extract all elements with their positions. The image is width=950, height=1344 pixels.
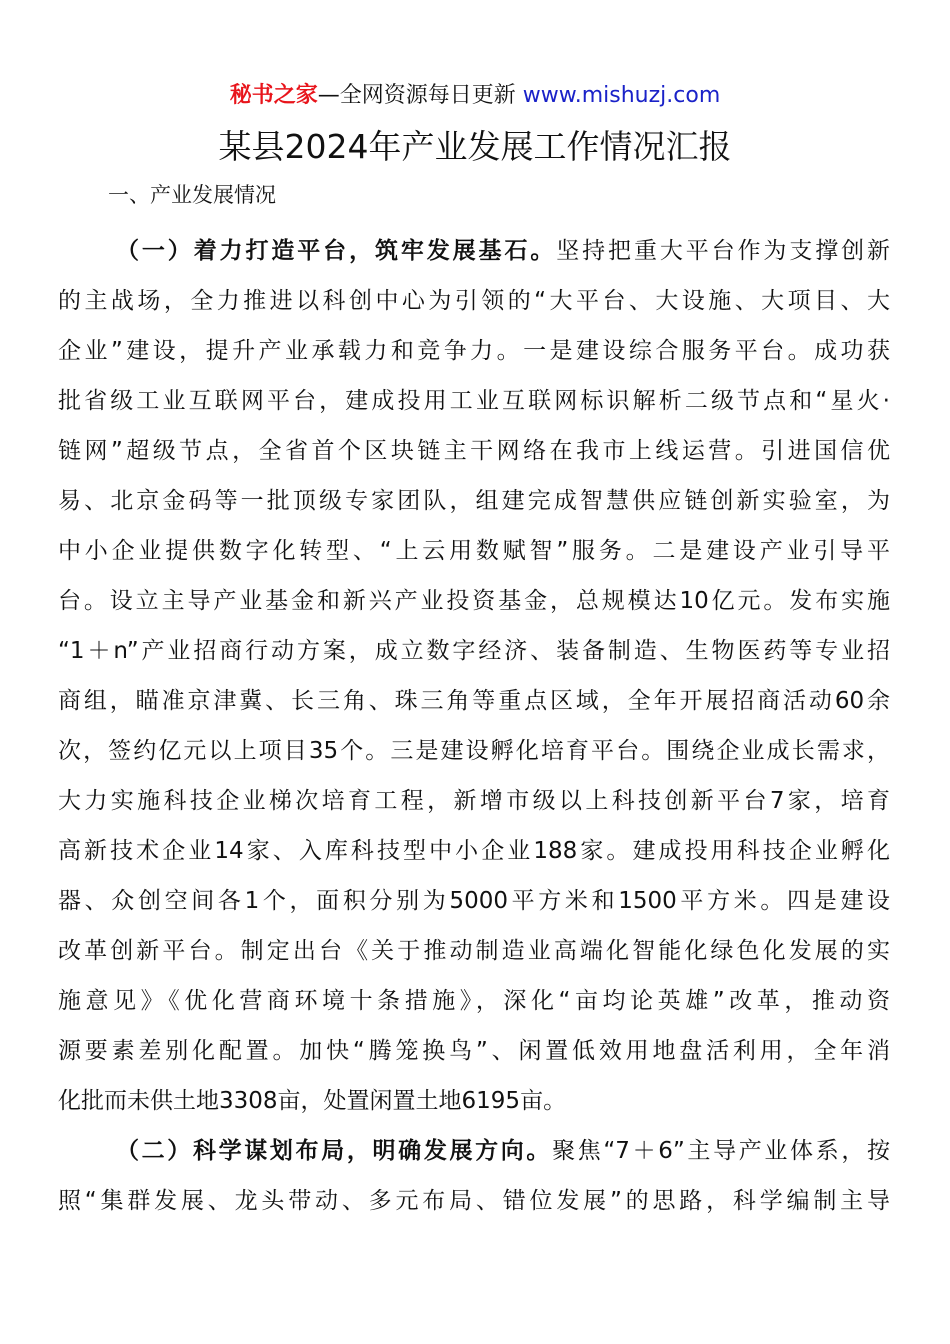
site-url-link[interactable]: www.mishuzj.com xyxy=(522,83,721,108)
paragraph-line: 高新技术企业14家、入库科技型中小企业188家。建成投用科技企业孵化 xyxy=(58,838,890,864)
paragraph-line: 批省级工业互联网平台，建成投用工业互联网标识解析二级节点和“星火· xyxy=(58,388,890,414)
paragraph-line: 易、北京金码等一批顶级专家团队，组建完成智慧供应链创新实验室，为 xyxy=(58,488,890,514)
document-body xyxy=(58,226,890,1226)
paragraph-line: 中小企业提供数字化转型、“上云用数赋智”服务。二是建设产业引导平 xyxy=(58,538,890,564)
section-heading: 一、产业发展情况 xyxy=(108,183,276,207)
paragraph-line: “1＋n”产业招商行动方案，成立数字经济、装备制造、生物医药等专业招 xyxy=(58,638,890,664)
paragraph-line: 大力实施科技企业梯次培育工程，新增市级以上科技创新平台7家，培育 xyxy=(58,788,890,814)
site-tagline: —全网资源每日更新 xyxy=(317,83,523,108)
paragraph-line: 台。设立主导产业基金和新兴产业投资基金，总规模达10亿元。发布实施 xyxy=(58,588,890,614)
line-text: 坚持把重大平台作为支撑创新 xyxy=(556,238,891,264)
paragraph-line: 源要素差别化配置。加快“腾笼换鸟”、闲置低效用地盘活利用，全年消 xyxy=(58,1038,890,1064)
paragraph-line: 器、众创空间各1个，面积分别为5000平方米和1500平方米。四是建设 xyxy=(58,888,890,914)
paragraph-line: 企业”建设，提升产业承载力和竞争力。一是建设综合服务平台。成功获 xyxy=(58,338,890,364)
paragraph-line: 商组，瞄准京津冀、长三角、珠三角等重点区域，全年开展招商活动60余 xyxy=(58,688,890,714)
paragraph-line: 化批而未供土地3308亩，处置闲置土地6195亩。 xyxy=(58,1088,567,1114)
paragraph-line: 的主战场，全力推进以科创中心为引领的“大平台、大设施、大项目、大 xyxy=(58,288,890,314)
paragraph-line: 施意见》《优化营商环境十条措施》，深化“亩均论英雄”改革，推动资 xyxy=(58,988,890,1014)
site-banner xyxy=(0,80,950,112)
paragraph-platforms xyxy=(58,226,890,1126)
paragraph-line xyxy=(58,226,890,276)
paragraph-lead: （二）科学谋划布局，明确发展方向。 xyxy=(116,1138,553,1164)
paragraph-line: 链网”超级节点，全省首个区块链主干网络在我市上线运营。引进国信优 xyxy=(58,438,890,464)
site-brand: 秘书之家 xyxy=(229,83,318,108)
paragraph-line: 次，签约亿元以上项目35个。三是建设孵化培育平台。围绕企业成长需求， xyxy=(58,738,890,764)
paragraph-line: 照“集群发展、龙头带动、多元布局、错位发展”的思路，科学编制主导 xyxy=(58,1188,890,1214)
paragraph-line: 改革创新平台。制定出台《关于推动制造业高端化智能化绿色化发展的实 xyxy=(58,938,890,964)
line-text: 聚焦“7＋6”主导产业体系，按 xyxy=(552,1138,890,1164)
paragraph-lead: （一）着力打造平台，筑牢发展基石。 xyxy=(116,238,557,264)
paragraph-layout xyxy=(58,1126,890,1226)
paragraph-line xyxy=(58,1126,890,1176)
document-title: 某县2024年产业发展工作情况汇报 xyxy=(218,127,732,166)
